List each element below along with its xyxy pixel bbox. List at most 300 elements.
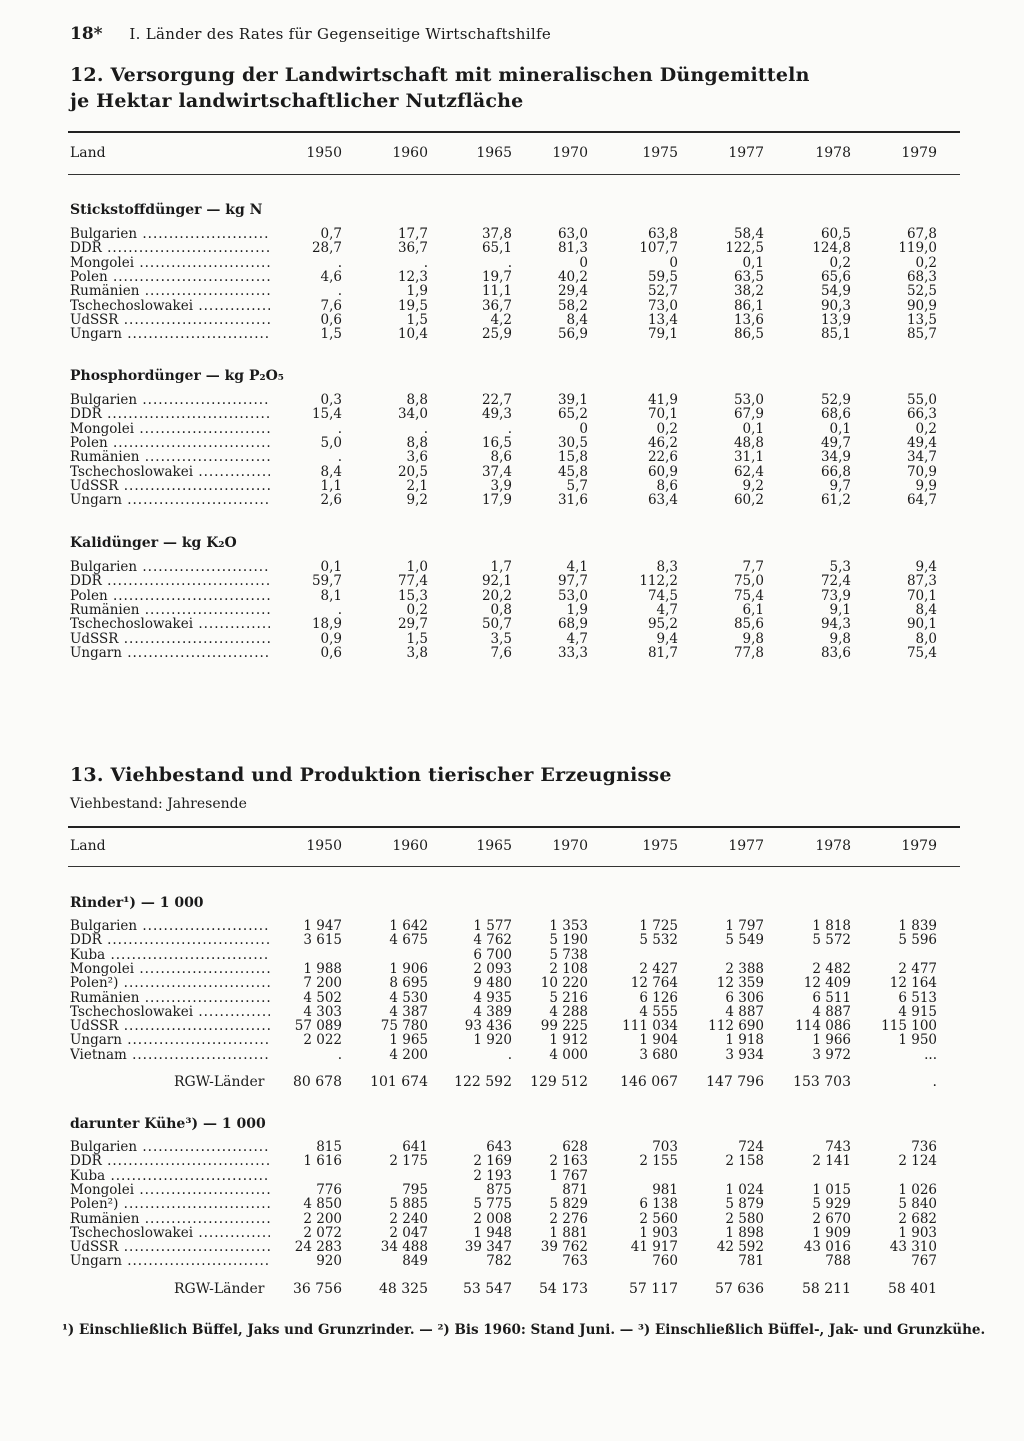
cell-1950: 8,1 [320,587,342,604]
cell-1950: 2 072 [303,1224,342,1241]
cell-1965: 4 389 [473,1003,512,1020]
header-year-1950: 1950 [306,838,342,854]
cell-1979: 1 950 [898,1032,937,1049]
cell-1950: 1 616 [303,1153,342,1170]
cell-1977: 122,5 [725,240,764,257]
cell-1978: 4 887 [812,1003,851,1020]
cell-1950: . [337,601,342,618]
table-row [70,227,960,241]
cell-1979: 66,3 [906,406,937,423]
cell-1965: 1 920 [473,1032,512,1049]
header-year-1978: 1978 [815,145,851,161]
cell-1979: 0,2 [915,254,937,271]
cell-1970: 5 216 [549,989,588,1006]
row-label: DDR ..... [70,933,270,947]
cell-1950: . [337,420,342,437]
cell-1979: 5 596 [898,932,937,949]
header-year-1970: 1970 [552,838,588,854]
cell-1970: 45,8 [557,463,588,480]
cell-1975: 2 155 [639,1153,678,1170]
cell-1970: 29,4 [557,283,588,300]
cell-1975: 70,1 [647,406,678,423]
row-label: DDR ..... [70,241,270,255]
footnote: ¹) Einschließlich Büffel, Jaks und Grunzrinder. — ²) Bis 1960: Stand Juni. — ³) Einschließlich Büffel-, Jak- und Grunzkühe. [62,1322,986,1338]
cell-1950: 0,9 [320,630,342,647]
cell-1979: 70,9 [906,463,937,480]
table-row [70,327,960,341]
cell-1950: . [337,1046,342,1063]
cell-1979: 64,7 [906,492,937,509]
table-row [70,1183,960,1197]
cell-1950: 15,4 [311,406,342,423]
cell-1970: 39 762 [540,1239,588,1256]
cell-1970: 63,0 [557,226,588,242]
cell-1970: 871 [562,1181,588,1198]
cell-1977: 0,1 [742,254,764,271]
row-label: DDR ..... [70,1154,270,1168]
cell-1965: 17,9 [481,492,512,509]
cell-1977: 3 934 [725,1046,764,1063]
cell-1950: 1,5 [320,326,342,343]
cell-1975: 112,2 [639,573,678,590]
row-label: RGW-Länder [174,1280,265,1297]
table13-subtitle: Viehbestand: Jahresende [70,796,247,812]
cell-1950: 28,7 [311,240,342,257]
cell-1970: 56,9 [557,326,588,343]
cell-1960: 34,0 [397,406,428,423]
cell-1965: 16,5 [481,434,512,451]
cell-1978: 90,3 [820,297,851,314]
cell-1979: 58 401 [888,1280,937,1297]
cell-1979: 90,1 [906,616,937,633]
cell-1965: 7,6 [490,644,512,661]
cell-1977: 781 [738,1253,764,1270]
cell-1960: 4 387 [389,1003,428,1020]
cell-1970: 68,9 [557,616,588,633]
row-label: Vietnam ..... [70,1048,270,1062]
cell-1975: 41 917 [630,1239,678,1256]
cell-1977: 6 306 [725,989,764,1006]
table-row [70,479,960,493]
cell-1960: 9,2 [406,492,428,509]
cell-1950: 4 502 [303,989,342,1006]
table-row [70,256,960,270]
row-label: Bulgarien ..... [70,393,270,407]
table-row [70,560,960,574]
cell-1965: 122 592 [454,1074,512,1090]
cell-1978: 0,2 [829,254,851,271]
cell-1975: 46,2 [647,434,678,451]
cell-1978: 61,2 [820,492,851,509]
row-label: Polen ..... [70,436,270,450]
row-label: Rumänien ..... [70,991,270,1005]
cell-1950: 0,6 [320,311,342,328]
cell-1960: 795 [402,1181,428,1198]
cell-1979: 34,7 [906,449,937,466]
cell-1979: 1 839 [898,918,937,934]
cell-1950: 1 988 [303,960,342,977]
cell-1977: 7,7 [742,559,764,575]
cell-1950: 80 678 [293,1074,342,1090]
row-label: Mongolei ..... [70,422,270,436]
cell-1970: 1,9 [566,601,588,618]
cell-1960: 8,8 [406,392,428,408]
table-row [70,299,960,313]
cell-1975: 13,4 [647,311,678,328]
header-year-1965: 1965 [476,838,512,854]
cell-1965: 53 547 [463,1280,512,1297]
cell-1978: 1 818 [812,918,851,934]
cell-1960: 1,0 [406,559,428,575]
cell-1965: 2 008 [473,1210,512,1227]
table-row [70,1019,960,1033]
table-row [70,393,960,407]
table-row [70,1154,960,1168]
cell-1950: 0,1 [320,559,342,575]
cell-1950: 1 947 [303,918,342,934]
header-year-1965: 1965 [476,145,512,161]
cell-1978: 2 141 [812,1153,851,1170]
row-label: Ungarn ..... [70,1033,270,1047]
cell-1950: . [337,449,342,466]
cell-1960: 101 674 [370,1074,428,1090]
running-title: I. Länder des Rates für Gegenseitige Wirtschaftshilfe [129,25,551,43]
row-label: Tschechoslowakei ..... [70,465,270,479]
cell-1965: 37,4 [481,463,512,480]
cell-1970: 53,0 [557,587,588,604]
table12-title [70,62,810,114]
header-year-1979: 1979 [901,145,937,161]
cell-1975: 73,0 [647,297,678,314]
table-row [70,1240,960,1254]
row-label: Bulgarien ..... [70,227,270,241]
cell-1975: 22,6 [647,449,678,466]
cell-1977: 53,0 [733,392,764,408]
table-row [70,1226,960,1240]
row-label: Ungarn ..... [70,327,270,341]
cell-1975: 6 126 [639,989,678,1006]
table-row [70,436,960,450]
cell-1950: . [337,283,342,300]
cell-1975: 2 560 [639,1210,678,1227]
cell-1965: 5 775 [473,1196,512,1213]
cell-1975: 59,5 [647,268,678,285]
row-label: Tschechoslowakei ..... [70,1226,270,1240]
cell-1979: 2 682 [898,1210,937,1227]
total-row [70,1281,960,1297]
cell-1965: 22,7 [481,392,512,408]
cell-1970: 763 [562,1253,588,1270]
table-row [70,589,960,603]
table-row [70,1005,960,1019]
cell-1978: 1 015 [812,1181,851,1198]
table13-header-row [70,838,960,858]
table13-title: 13. Viehbestand und Produktion tierischer Erzeugnisse [70,764,672,786]
cell-1950: 2,6 [320,492,342,509]
cell-1970: 8,4 [566,311,588,328]
cell-1970: 4,1 [566,559,588,575]
cell-1979: 119,0 [898,240,937,257]
header-year-1977: 1977 [728,145,764,161]
cell-1950: 4,6 [320,268,342,285]
cell-1970: 58,2 [557,297,588,314]
cell-1979: . [932,1074,937,1090]
row-label: Ungarn ..... [70,493,270,507]
cell-1975: 760 [652,1253,678,1270]
cell-1965: 36,7 [481,297,512,314]
cell-1979: 767 [911,1253,937,1270]
cell-1979: 2 124 [898,1153,937,1170]
cell-1950: 920 [316,1253,342,1270]
header-land: Land [70,838,106,854]
table-row [70,493,960,507]
cell-1960: 1,5 [406,311,428,328]
cell-1970: 65,2 [557,406,588,423]
table-row [70,1212,960,1226]
cell-1950: 8,4 [320,463,342,480]
cell-1970: 10 220 [540,975,588,992]
cell-1970: 31,6 [557,492,588,509]
cell-1970: 0 [579,420,588,437]
cell-1975: 12 764 [630,975,678,992]
cell-1965: 875 [486,1181,512,1198]
cell-1975: 107,7 [639,240,678,257]
table12-header-rule [68,174,960,175]
cell-1978: 1 909 [812,1224,851,1241]
row-label: UdSSR ..... [70,313,270,327]
cell-1978: 0,1 [829,420,851,437]
cell-1977: 1 898 [725,1224,764,1241]
table-row [70,617,960,631]
cell-1977: 58,4 [733,226,764,242]
cell-1975: 981 [652,1181,678,1198]
header-year-1950: 1950 [306,145,342,161]
cell-1960: 8 695 [389,975,428,992]
row-label: Tschechoslowakei ..... [70,617,270,631]
cell-1965: 20,2 [481,587,512,604]
cell-1978: 1 966 [812,1032,851,1049]
table-row [70,991,960,1005]
cell-1979: 70,1 [906,587,937,604]
cell-1978: 73,9 [820,587,851,604]
cell-1970: 54 173 [539,1280,588,1297]
cell-1975: 8,3 [656,559,678,575]
cell-1965: 19,7 [481,268,512,285]
page-number: 18* [70,24,103,44]
row-label: Rumänien ..... [70,1212,270,1226]
cell-1965: 6 700 [473,946,512,963]
cell-1975: 0,2 [656,420,678,437]
cell-1977: 38,2 [733,283,764,300]
cell-1977: 9,2 [742,477,764,494]
cell-1950: 0,6 [320,644,342,661]
cell-1975: 41,9 [647,392,678,408]
row-label: Kuba ..... [70,948,270,962]
cell-1977: 5 549 [725,932,764,949]
cell-1950: 815 [316,1139,342,1155]
cell-1965: 782 [486,1253,512,1270]
cell-1978: 9,7 [829,477,851,494]
cell-1960: 17,7 [397,226,428,242]
cell-1970: 39,1 [557,392,588,408]
cell-1965: 2 169 [473,1153,512,1170]
cell-1979: 85,7 [906,326,937,343]
cell-1979: 9,4 [915,559,937,575]
cell-1975: 81,7 [647,644,678,661]
cell-1960: 8,8 [406,434,428,451]
cell-1970: 1 353 [549,918,588,934]
cell-1979: 4 915 [898,1003,937,1020]
cell-1977: 67,9 [733,406,764,423]
cell-1960: 2 047 [389,1224,428,1241]
cell-1979: 43 310 [889,1239,937,1256]
cell-1977: 0,1 [742,420,764,437]
cell-1977: 147 796 [706,1074,764,1090]
cell-1978: 12 409 [803,975,851,992]
table-row [70,313,960,327]
cell-1950: 776 [316,1181,342,1198]
cell-1975: 6 138 [639,1196,678,1213]
cell-1950: 36 756 [293,1280,342,1297]
cell-1950: 24 283 [294,1239,342,1256]
cell-1977: 13,6 [733,311,764,328]
cell-1977: 1 797 [725,918,764,934]
cell-1950: 3 615 [303,932,342,949]
cell-1978: 60,5 [820,226,851,242]
cell-1975: 1 903 [639,1224,678,1241]
table-row [70,1169,960,1183]
cell-1970: 1 912 [549,1032,588,1049]
cell-1970: 5 829 [549,1196,588,1213]
cell-1977: 75,4 [733,587,764,604]
cell-1979: 49,4 [906,434,937,451]
cell-1965: 2 093 [473,960,512,977]
cell-1965: 92,1 [481,573,512,590]
cell-1960: 5 885 [389,1196,428,1213]
header-year-1960: 1960 [392,838,428,854]
group-title: darunter Kühe³) — 1 000 [70,1116,266,1132]
cell-1978: 72,4 [820,573,851,590]
cell-1950: . [337,254,342,271]
row-label: Polen²) ..... [70,976,270,990]
cell-1970: 33,3 [557,644,588,661]
row-label: UdSSR ..... [70,1019,270,1033]
cell-1950: 2 200 [303,1210,342,1227]
cell-1978: 9,1 [829,601,851,618]
cell-1960: 20,5 [397,463,428,480]
row-label: UdSSR ..... [70,632,270,646]
cell-1978: 743 [825,1139,851,1155]
group-title: Kalidünger — kg K₂O [70,535,237,551]
table-row [70,919,960,933]
cell-1977: 31,1 [733,449,764,466]
cell-1977: 724 [738,1139,764,1155]
row-label: Mongolei ..... [70,962,270,976]
cell-1960: 0,2 [406,601,428,618]
cell-1978: 124,8 [812,240,851,257]
cell-1978: 5,3 [829,559,851,575]
group-title: Stickstoffdünger — kg N [70,202,263,218]
cell-1978: 5 929 [812,1196,851,1213]
table-row [70,1048,960,1062]
cell-1978: 94,3 [820,616,851,633]
row-label: Ungarn ..... [70,1254,270,1268]
cell-1979: 90,9 [906,297,937,314]
cell-1950: 2 022 [303,1032,342,1049]
cell-1979: 55,0 [906,392,937,408]
cell-1977: 2 580 [725,1210,764,1227]
cell-1960: 15,3 [397,587,428,604]
table-row [70,270,960,284]
cell-1970: 129 512 [530,1074,588,1090]
cell-1977: 85,6 [733,616,764,633]
cell-1970: 15,8 [557,449,588,466]
cell-1970: 97,7 [557,573,588,590]
cell-1965: 49,3 [481,406,512,423]
cell-1965: 9 480 [473,975,512,992]
cell-1965: . [507,420,512,437]
cell-1979: 13,5 [906,311,937,328]
cell-1950: 0,3 [320,392,342,408]
cell-1978: 43 016 [803,1239,851,1256]
cell-1977: 2 158 [725,1153,764,1170]
cell-1960: 10,4 [397,326,428,343]
cell-1975: 5 532 [639,932,678,949]
cell-1970: 4 000 [549,1046,588,1063]
cell-1965: 0,8 [490,601,512,618]
row-label: Kuba ..... [70,1169,270,1183]
header-year-1975: 1975 [642,838,678,854]
header-year-1970: 1970 [552,145,588,161]
cell-1960: 29,7 [397,616,428,633]
cell-1979: 6 513 [898,989,937,1006]
cell-1977: 57 636 [715,1280,764,1297]
table-row [70,976,960,990]
cell-1979: 9,9 [915,477,937,494]
row-label: Rumänien ..... [70,603,270,617]
group-title: Rinder¹) — 1 000 [70,895,204,911]
cell-1977: 42 592 [716,1239,764,1256]
cell-1965: 2 193 [473,1167,512,1184]
cell-1960: 2 175 [389,1153,428,1170]
header-year-1960: 1960 [392,145,428,161]
table-row [70,632,960,646]
cell-1975: 2 427 [639,960,678,977]
cell-1950: 7 200 [303,975,342,992]
cell-1970: 2 108 [549,960,588,977]
cell-1970: 5,7 [566,477,588,494]
table-row [70,284,960,298]
cell-1965: 3,9 [490,477,512,494]
cell-1979: 1 903 [898,1224,937,1241]
cell-1978: 54,9 [820,283,851,300]
table12-header-row [70,145,960,165]
cell-1970: 1 881 [549,1224,588,1241]
cell-1965: 8,6 [490,449,512,466]
cell-1979: 115 100 [881,1018,937,1035]
cell-1978: 85,1 [820,326,851,343]
cell-1977: 5 879 [725,1196,764,1213]
cell-1960: 77,4 [397,573,428,590]
row-label: Tschechoslowakei ..... [70,299,270,313]
cell-1975: 9,4 [656,630,678,647]
cell-1978: 3 972 [812,1046,851,1063]
row-label: Rumänien ..... [70,284,270,298]
cell-1970: 4 288 [549,1003,588,1020]
cell-1970: 40,2 [557,268,588,285]
table-row [70,603,960,617]
cell-1960: 2,1 [406,477,428,494]
